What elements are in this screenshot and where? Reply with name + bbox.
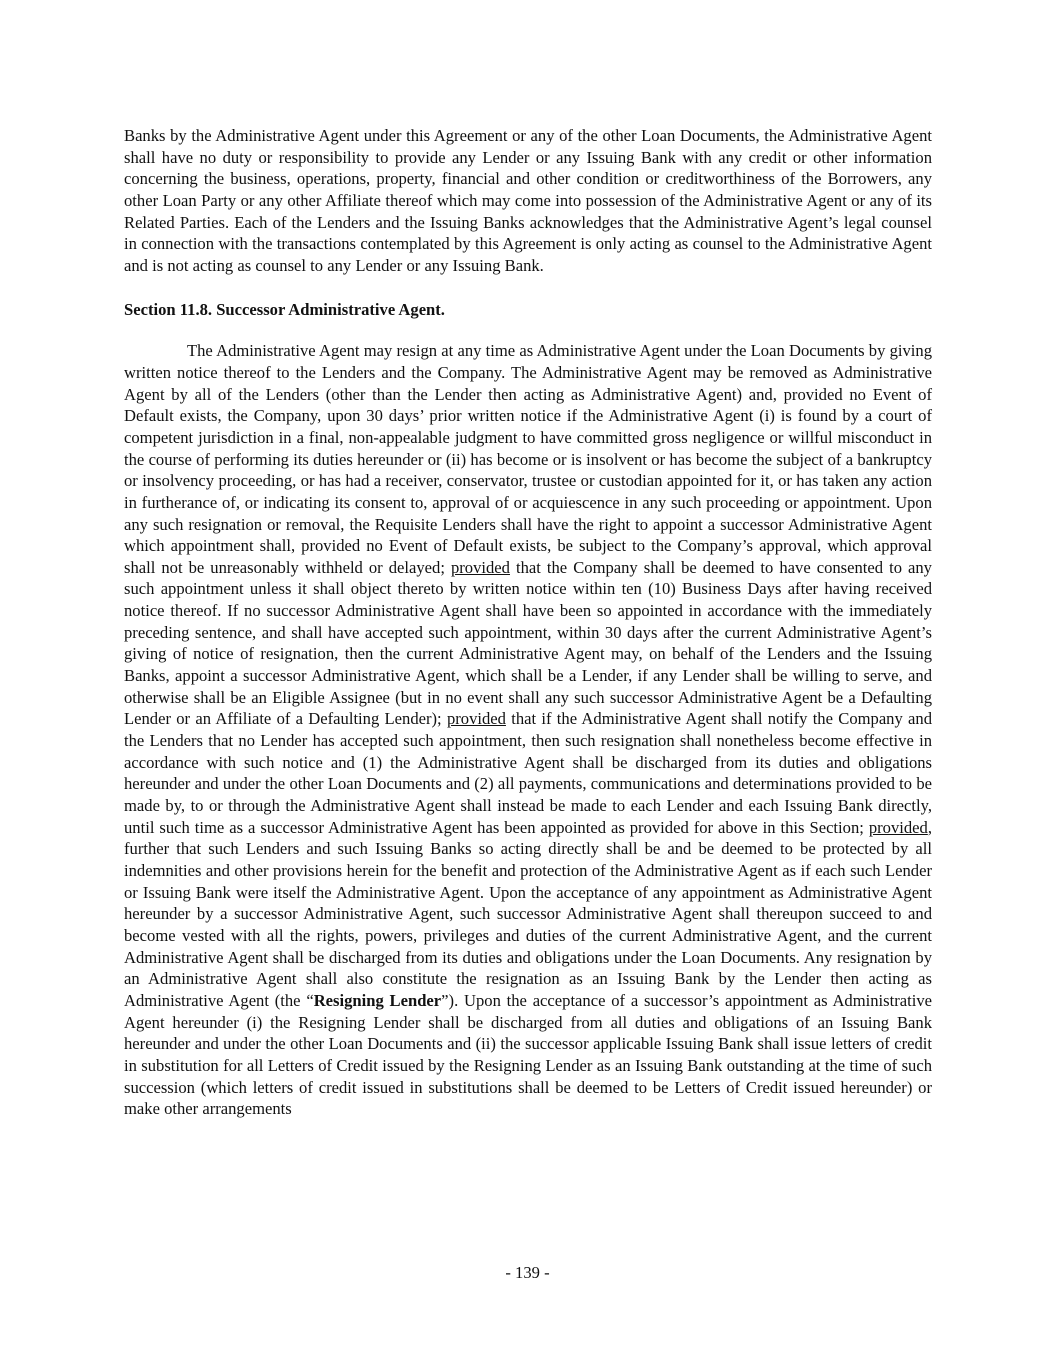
page-number: - 139 - — [505, 1263, 550, 1282]
text-run: that if the Administrative Agent shall notify the Company and the Lenders that no Lender has accepted such appointment, then such resignation shall nonetheless become effective in accordance with such notice and (1) the Administrative Agent shall be discharged from its duties and obligations hereunder and under the other Loan Documents and (2) all payments, communications and determinations provided to be made by, to or through the Administrative Agent shall instead be made to each Lender and each Issuing Bank directly, until such time as a successor Administrative Agent has been appointed as provided for above in this Section; — [124, 709, 933, 837]
text-run: ”). Upon the acceptance of a successor’s appointment as Administrative Agent hereunder (i) the Resigning Lender shall be discharged from all duties and obligations of an Issuing Bank hereunder and under the other Loan Documents and (ii) the successor applicable Issuing Bank shall issue letters of credit in substitution for all Letters of Credit issued by the Resigning Lender as an Issuing Bank outstanding at the time of such succession (which letters of credit issued in substitutions shall be deemed to be Letters of Credit issued hereunder) or make other arrangements — [124, 990, 932, 1119]
underlined-term: provided — [868, 817, 928, 837]
text-run: The Administrative Agent may resign at any time as Administrative Agent under the Loan Documents by giving written notice thereof to the Lenders and the Company. The Administrative Agent may be removed as Administrative Agent by all of the Lenders (other than the Lender then acting as Administrative Agent) and, provided no Event of Default exists, the Company, upon 30 days’ prior written notice if the Administrative Agent (i) is found by a court of competent jurisdiction in a final, non-appealable judgment to have committed gross negligence or willful misconduct in the course of performing its duties hereunder or (ii) has become or is insolvent or has become the subject of a bankruptcy or insolvency proceeding, or has had a receiver, conservator, trustee or custodian appointed for it, or has taken any action in furtherance of, or indicating its consent to, approval of or acquiescence in any such proceeding or appointment. Upon any such resignation or removal, the Requisite Lenders shall have the right to appoint a successor Administrative Agent which appointment shall, provided no Event of Default exists, be subject to the Company’s approval, which approval shall not be unreasonably withheld or delayed; — [124, 341, 932, 577]
paragraph-continuation: Banks by the Administrative Agent under this Agreement or any of the other Loan Documents, the Administrative Agent shall have no duty or responsibility to provide any Lender or any Issuing Bank with any credit or other information concerning the business, operations, property, financial and other condition or creditworthiness of the Borrowers, any other Loan Party or any other Affiliate thereof which may come into possession of the Administrative Agent or any of its Related Parties. Each of the Lenders and the Issuing Banks acknowledges that the Administrative Agent’s legal counsel in connection with the transactions contemplated by this Agreement is only acting as counsel to the Administrative Agent and is not acting as counsel to any Lender or any Issuing Bank. — [124, 126, 932, 275]
paragraph-successor-agent — [124, 340, 932, 1120]
underlined-term: provided — [450, 557, 510, 577]
section-heading: Section 11.8. Successor Administrative Agent. — [124, 299, 445, 319]
defined-term: Resigning Lender — [313, 990, 442, 1010]
underlined-term: provided — [446, 709, 506, 729]
text-run: that the Company shall be deemed to have consented to any such appointment unless it shall object thereto by written notice within ten (10) Business Days after having received notice thereof. If no successor Administrative Agent shall have been so appointed in accordance with the immediately preceding sentence, and shall have accepted such appointment, within 30 days after the current Administrative Agent’s giving of notice of resignation, then the current Administrative Agent may, on behalf of the Lenders and the Issuing Banks, appoint a successor Administrative Agent, which shall be a Lender, if any Lender shall be willing to serve, and otherwise shall be an Eligible Assignee (but in no event shall any such successor Administrative Agent be a Defaulting Lender or an Affiliate of a Defaulting Lender); — [124, 557, 932, 729]
document-page — [124, 125, 932, 1120]
text-run: , further that such Lenders and such Issuing Banks so acting directly shall be and be deemed to be protected by all indemnities and other provisions herein for the benefit and protection of the Administrative Agent as if each such Lender or Issuing Bank were itself the Administrative Agent. Upon the acceptance of any appointment as Administrative Agent hereunder by a successor Administrative Agent, such successor Administrative Agent shall thereupon succeed to and become vested with all the rights, powers, privileges and duties of the current Administrative Agent, and the current Administrative Agent shall be discharged from its duties and obligations under the Loan Documents. Any resignation by an Administrative Agent shall also constitute the resignation as an Issuing Bank by the Lender then acting as Administrative Agent (the “ — [124, 817, 932, 1010]
